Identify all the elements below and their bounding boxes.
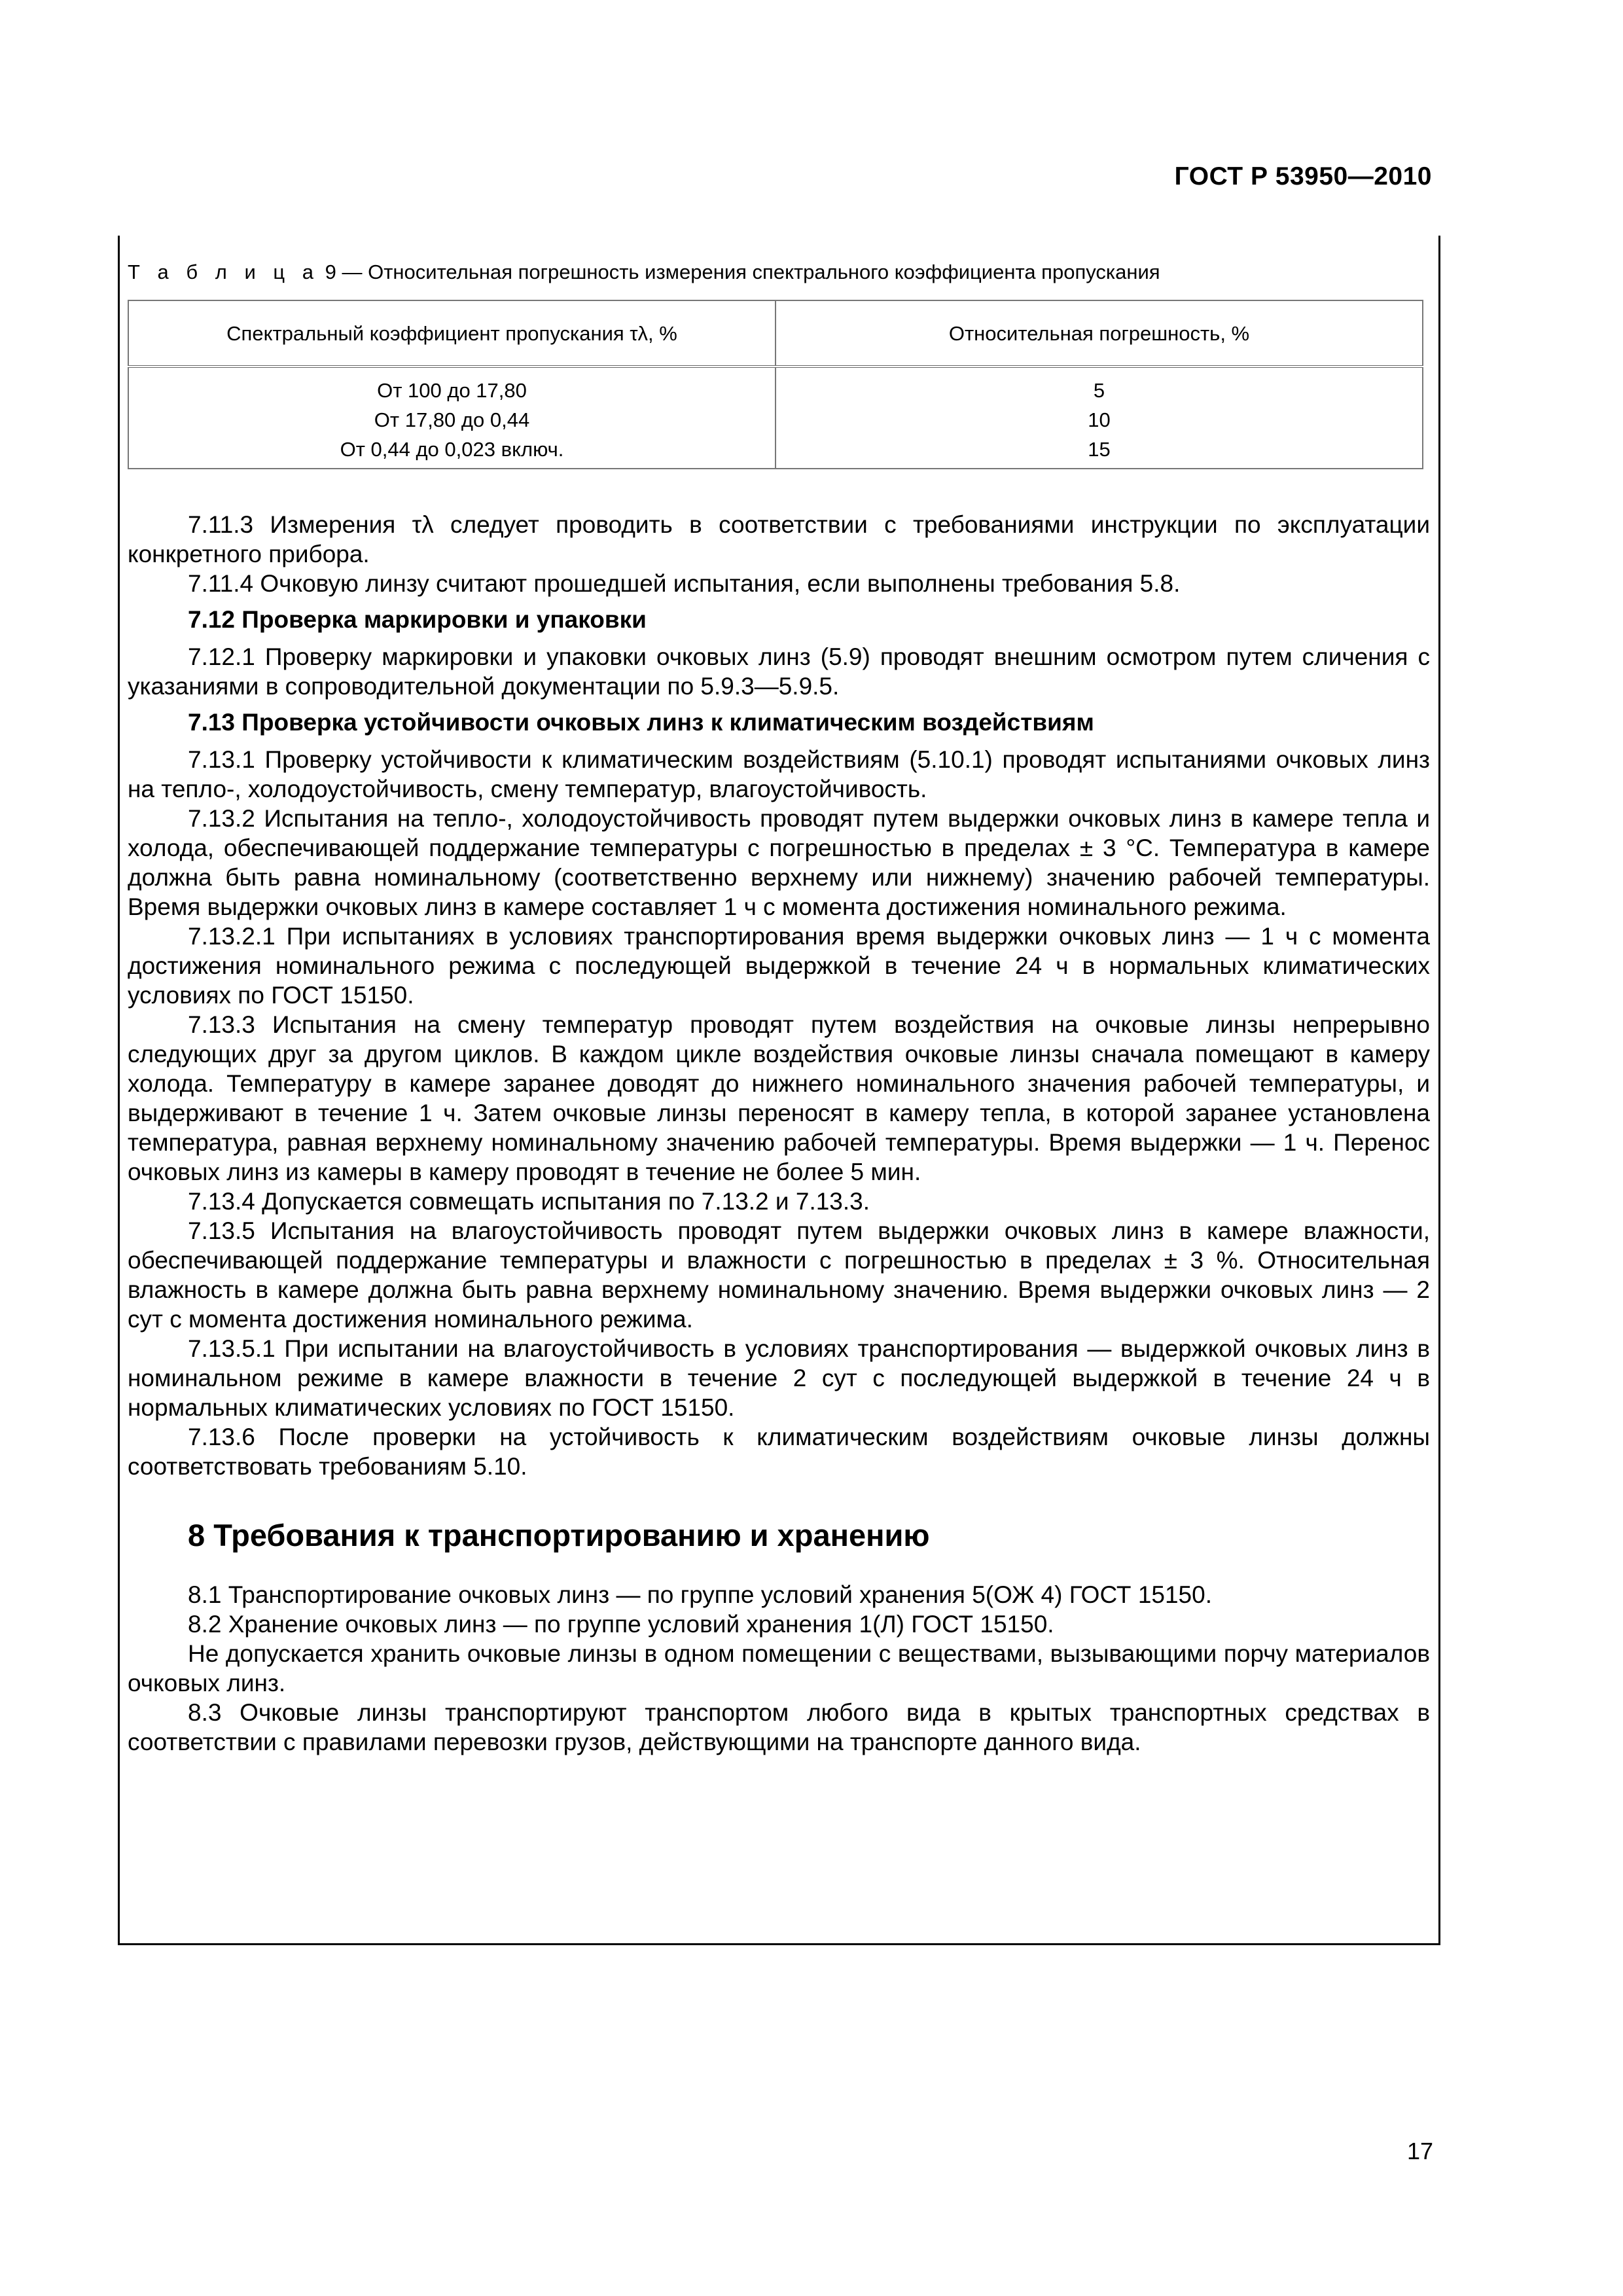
column-header-coefficient: Спектральный коэффициент пропускания τλ, % [128, 300, 776, 367]
paragraph-7-13-2-1: 7.13.2.1 При испытаниях в условиях транспортирования время выдержки очковых линз — 1 ч с момента достижения номинального режима с последующей выдержкой в течение 24 ч в нормальных климатических условиях по ГОСТ 15150. [128, 923, 1430, 1009]
paragraph-8-3: 8.3 Очковые линзы транспортируют транспортом любого вида в крытых транспортных средствах в соответствии с правилами перевозки грузов, действующими на транспорте данного вида. [128, 1699, 1430, 1755]
paragraph-7-11-4: 7.11.4 Очковую линзу считают прошедшей испытания, если выполнены требования 5.8. [188, 570, 1181, 597]
table-cell: От 0,44 до 0,023 включ. [340, 438, 564, 461]
paragraph-7-13-3: 7.13.3 Испытания на смену температур проводят путем воздействия на очковые линзы непрерывно следующих друг за другом циклов. В каждом цикле воздействия очковые линзы сначала помещают в камеру холода. Температуру в камере заранее доводят до нижнего номинального значения рабочей температуры, и выдерживают в течение 1 ч. Затем очковые линзы переносят в камеру тепла, в которой заранее установлена температура, равная верхнему номинальному значению рабочей температуры. Время выдержки — 1 ч. Перенос очковых линз из камеры в камеру проводят в течение не более 5 мин. [128, 1011, 1430, 1185]
table-9 [128, 300, 1423, 469]
subheading-7-12: 7.12 Проверка маркировки и упаковки [188, 606, 647, 633]
table-cell-errors [776, 367, 1423, 469]
paragraph-8-2: 8.2 Хранение очковых линз — по группе условий хранения 1(Л) ГОСТ 15150. [188, 1611, 1054, 1638]
paragraph-7-13-6: 7.13.6 После проверки на устойчивость к климатическим воздействиям очковые линзы должны соответствовать требованиям 5.10. [128, 1424, 1430, 1480]
table-caption [128, 260, 1430, 284]
table-cell: От 17,80 до 0,44 [374, 408, 530, 431]
table-caption-text: 9 — Относительная погрешность измерения спектрального коэффициента пропускания [319, 260, 1160, 283]
table-cell: 15 [1088, 438, 1111, 461]
paragraph-7-12-1: 7.12.1 Проверку маркировки и упаковки очковых линз (5.9) проводят внешним осмотром путем сличения с указаниями в сопроводительной документации по 5.9.3—5.9.5. [128, 643, 1430, 700]
table-caption-label: Т а б л и ц а [128, 260, 320, 283]
table-cell: 5 [1093, 379, 1105, 402]
paragraph-7-11-3: 7.11.3 Измерения τλ следует проводить в соответствии с требованиями инструкции по эксплуатации конкретного прибора. [128, 511, 1430, 567]
paragraph-8-1: 8.1 Транспортирование очковых линз — по группе условий хранения 5(ОЖ 4) ГОСТ 15150. [188, 1581, 1212, 1608]
subheading-7-13: 7.13 Проверка устойчивости очковых линз к климатическим воздействиям [188, 709, 1094, 736]
table-body-row [128, 367, 1423, 469]
main-content [128, 260, 1430, 1757]
paragraph-7-13-5: 7.13.5 Испытания на влагоустойчивость проводят путем выдержки очковых линз в камере влажности, обеспечивающей поддержание температуры и влажности с погрешностью в пределах ± 3 %. Относительная влажность в камере должна быть равна верхнему номинальному значению. Время выдержки очковых линз — 2 сут с момента достижения номинального режима. [128, 1217, 1430, 1333]
column-header-error: Относительная погрешность, % [776, 300, 1423, 367]
paragraph-7-13-5-1: 7.13.5.1 При испытании на влагоустойчивость в условиях транспортирования — выдержкой очковых линз в номинальном режиме в камере влажности в течение 2 сут с последующей выдержкой в течение 24 ч в нормальных климатических условиях по ГОСТ 15150. [128, 1335, 1430, 1421]
page-number: 17 [1406, 2138, 1433, 2164]
paragraph-7-13-1: 7.13.1 Проверку устойчивости к климатическим воздействиям (5.10.1) проводят испытаниями очковых линз на тепло-, холодоустойчивость, смену температур, влагоустойчивость. [128, 746, 1430, 802]
table-cell: От 100 до 17,80 [377, 379, 527, 402]
table-header-row [128, 300, 1423, 367]
document-body [128, 510, 1430, 1757]
section-heading-8: 8 Требования к транспортированию и хранению [188, 1518, 930, 1552]
paragraph-7-13-2: 7.13.2 Испытания на тепло-, холодоустойчивость проводят путем выдержки очковых линз в камере тепла и холода, обеспечивающей поддержание температуры с погрешностью в пределах ± 3 °С. Температура в камере должна быть равна номинальному (соответственно верхнему или нижнему) значению рабочей температуры. Время выдержки очковых линз в камере составляет 1 ч с момента достижения номинального режима. [128, 805, 1430, 920]
document-code: ГОСТ Р 53950—2010 [1174, 162, 1432, 190]
table-cell: 10 [1088, 408, 1111, 431]
table-cell-coefficients [128, 367, 776, 469]
paragraph-8-2-note: Не допускается хранить очковые линзы в одном помещении с веществами, вызывающими порчу материалов очковых линз. [128, 1640, 1430, 1696]
paragraph-7-13-4: 7.13.4 Допускается совмещать испытания по 7.13.2 и 7.13.3. [188, 1188, 870, 1215]
